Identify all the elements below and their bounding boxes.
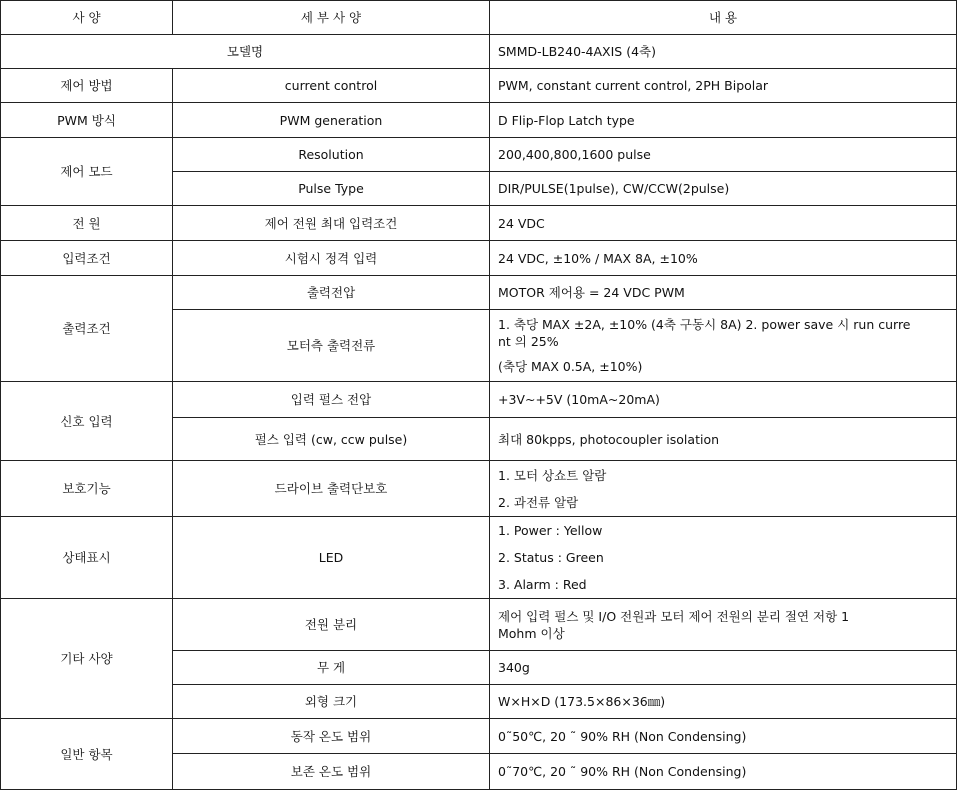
header-spec: 사 양 bbox=[1, 1, 173, 35]
detail-cell: Pulse Type bbox=[173, 172, 490, 206]
category-cell: 보호기능 bbox=[1, 461, 173, 517]
detail-cell: 동작 온도 범위 bbox=[173, 719, 490, 754]
value-line: 제어 입력 펄스 및 I/O 전원과 모터 제어 전원의 분리 절연 저항 1 bbox=[498, 608, 850, 624]
table-row bbox=[1, 382, 957, 418]
detail-cell: 펄스 입력 (cw, ccw pulse) bbox=[173, 418, 490, 461]
value-line: 2. 과전류 알람 bbox=[498, 494, 579, 510]
detail-cell: current control bbox=[173, 69, 490, 103]
value-cell: W×H×D (173.5×86×36㎜) bbox=[490, 685, 957, 719]
category-cell: 출력조건 bbox=[1, 276, 173, 382]
category-cell: 제어 모드 bbox=[1, 138, 173, 206]
model-label: 모델명 bbox=[1, 35, 490, 69]
value-cell bbox=[490, 461, 957, 517]
value-line: Mohm 이상 bbox=[498, 625, 565, 641]
detail-cell: PWM generation bbox=[173, 103, 490, 138]
detail-cell: 드라이브 출력단보호 bbox=[173, 461, 490, 517]
value-cell: D Flip-Flop Latch type bbox=[490, 103, 957, 138]
value-cell: 24 VDC bbox=[490, 206, 957, 241]
detail-cell: Resolution bbox=[173, 138, 490, 172]
table-row bbox=[1, 138, 957, 172]
table-row bbox=[1, 69, 957, 103]
detail-cell: 제어 전원 최대 입력조건 bbox=[173, 206, 490, 241]
detail-cell: 출력전압 bbox=[173, 276, 490, 310]
table-row bbox=[1, 599, 957, 651]
value-cell bbox=[490, 517, 957, 599]
table-row bbox=[1, 241, 957, 276]
value-line: 3. Alarm : Red bbox=[498, 577, 587, 592]
value-cell: 최대 80kpps, photocoupler isolation bbox=[490, 418, 957, 461]
value-line: 2. Status : Green bbox=[498, 550, 604, 565]
category-cell: 일반 항목 bbox=[1, 719, 173, 790]
value-cell: 0˜70℃, 20 ˜ 90% RH (Non Condensing) bbox=[490, 754, 957, 790]
category-cell: PWM 방식 bbox=[1, 103, 173, 138]
value-cell: 200,400,800,1600 pulse bbox=[490, 138, 957, 172]
value-line: 1. 모터 상쇼트 알람 bbox=[498, 467, 607, 483]
header-row bbox=[1, 1, 957, 35]
table-row bbox=[1, 103, 957, 138]
header-detail: 세 부 사 양 bbox=[173, 1, 490, 35]
category-cell: 기타 사양 bbox=[1, 599, 173, 719]
detail-cell: 전원 분리 bbox=[173, 599, 490, 651]
category-cell: 상태표시 bbox=[1, 517, 173, 599]
model-value: SMMD-LB240-4AXIS (4축) bbox=[490, 35, 957, 69]
value-line: nt 의 25% bbox=[498, 334, 559, 349]
value-line: 1. 축당 MAX ±2A, ±10% (4축 구동시 8A) 2. power save 시 run curre bbox=[498, 317, 911, 332]
detail-cell: 입력 펄스 전압 bbox=[173, 382, 490, 418]
value-cell: +3V~+5V (10mA~20mA) bbox=[490, 382, 957, 418]
value-cell: DIR/PULSE(1pulse), CW/CCW(2pulse) bbox=[490, 172, 957, 206]
detail-cell: 보존 온도 범위 bbox=[173, 754, 490, 790]
value-line: (축당 MAX 0.5A, ±10%) bbox=[498, 359, 643, 374]
category-cell: 신호 입력 bbox=[1, 382, 173, 461]
table-row bbox=[1, 517, 957, 599]
value-cell bbox=[490, 599, 957, 651]
value-cell: 340g bbox=[490, 651, 957, 685]
category-cell: 입력조건 bbox=[1, 241, 173, 276]
value-cell: 0˜50℃, 20 ˜ 90% RH (Non Condensing) bbox=[490, 719, 957, 754]
table-row bbox=[1, 35, 957, 69]
category-cell: 제어 방법 bbox=[1, 69, 173, 103]
category-cell: 전 원 bbox=[1, 206, 173, 241]
value-cell bbox=[490, 310, 957, 382]
detail-cell: 외형 크기 bbox=[173, 685, 490, 719]
detail-cell: 모터측 출력전류 bbox=[173, 310, 490, 382]
detail-cell: 시험시 정격 입력 bbox=[173, 241, 490, 276]
value-cell: MOTOR 제어용 = 24 VDC PWM bbox=[490, 276, 957, 310]
table-row bbox=[1, 276, 957, 310]
detail-cell: 무 게 bbox=[173, 651, 490, 685]
header-content: 내 용 bbox=[490, 1, 957, 35]
value-line: 1. Power : Yellow bbox=[498, 523, 603, 538]
table-row bbox=[1, 719, 957, 754]
value-cell: PWM, constant current control, 2PH Bipolar bbox=[490, 69, 957, 103]
table-row bbox=[1, 461, 957, 517]
table-row bbox=[1, 206, 957, 241]
value-cell: 24 VDC, ±10% / MAX 8A, ±10% bbox=[490, 241, 957, 276]
detail-cell: LED bbox=[173, 517, 490, 599]
